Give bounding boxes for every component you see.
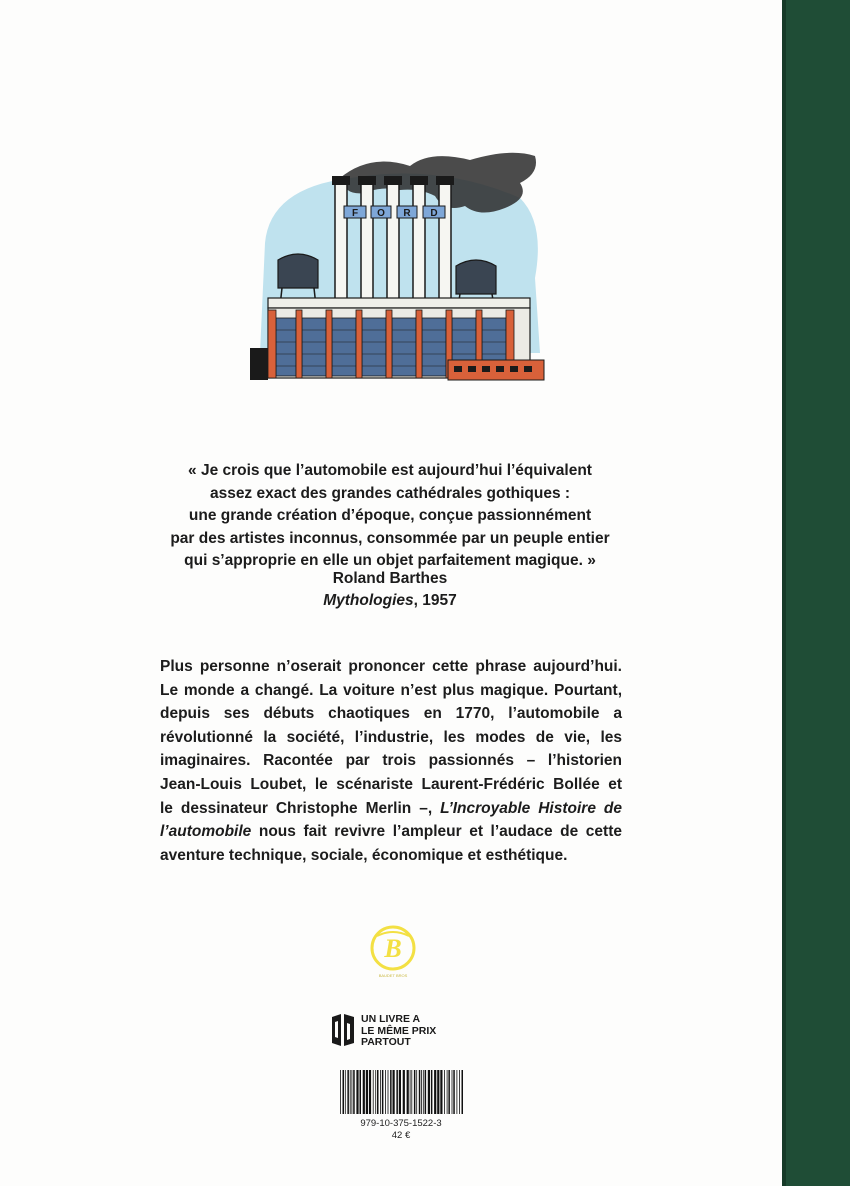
barcode-bar (352, 1070, 353, 1114)
barcode-bar (434, 1070, 436, 1114)
description-text: nous fait revivre l’ampleur et l’audace de cette (251, 823, 622, 841)
description-line (160, 797, 622, 821)
barcode-bar (343, 1070, 345, 1114)
book-spine (782, 0, 850, 1186)
sign-letter: R (403, 208, 411, 219)
barcode-bar (423, 1070, 424, 1114)
price-policy-line: LE MÊME PRIX (361, 1024, 437, 1037)
barcode-bar (403, 1070, 405, 1114)
spine-edge (782, 0, 786, 1186)
quote-line: qui s’approprie en elle un objet parfaitement magique. » (184, 552, 596, 569)
quote-line: par des artistes inconnus, consommée par un peuple entier (170, 529, 610, 547)
book-title-part: l’automobile (160, 823, 252, 841)
barcode-bar (447, 1070, 448, 1114)
description-line: Jean-Louis Loubet, le scénariste Laurent-Frédéric Bollée et (160, 775, 622, 793)
barcode-bar (347, 1070, 349, 1114)
barcode-bar (382, 1070, 384, 1114)
quote-source-year: , 1957 (413, 592, 457, 609)
description-line: imaginaires. Racontée par trois passionnés – l’historien (160, 752, 622, 770)
barcode-bar (444, 1070, 445, 1114)
barcode-bar (453, 1070, 455, 1114)
barcode (338, 1070, 464, 1114)
isbn-number: 979-10-375-1522-3 (360, 1118, 442, 1129)
barcode-bar (437, 1070, 439, 1114)
barcode-bar (375, 1070, 376, 1114)
description-line: aventure technique, sociale, économique et esthétique. (160, 846, 568, 864)
price-policy-line: UN LIVRE A (361, 1013, 421, 1025)
barcode-bar (393, 1070, 395, 1114)
price-policy-text (361, 1014, 436, 1049)
quote-line: assez exact des grandes cathédrales gothiques : (209, 484, 571, 502)
description-line (160, 820, 622, 844)
quote-line: une grande création d’époque, conçue passionnément (188, 507, 592, 524)
book-price: 42 € (391, 1130, 411, 1141)
barcode-bar (350, 1070, 351, 1114)
barcode-bar (459, 1070, 460, 1114)
barcode-bar (448, 1070, 450, 1114)
barcode-bar (340, 1070, 341, 1114)
barcode-bar (390, 1070, 392, 1114)
barcode-bar (345, 1070, 346, 1114)
description-line: révolutionné la société, l’industrie, les modes de vie, les (160, 728, 622, 746)
quote-source (140, 590, 640, 613)
publisher-logo (369, 924, 417, 980)
ford-factory-illustration (240, 148, 550, 383)
barcode-bar (416, 1070, 417, 1114)
barcode-bar (396, 1070, 398, 1114)
quote-source-title: Mythologies (323, 592, 414, 609)
barcode-bar (462, 1070, 464, 1114)
barcode-bar (366, 1070, 368, 1114)
sign-letter: D (430, 208, 438, 219)
barcode-bar (360, 1070, 362, 1114)
barcode-bar (457, 1070, 458, 1114)
barcode-bar (421, 1070, 422, 1114)
barcode-bar (377, 1070, 379, 1114)
barcode-bar (356, 1070, 358, 1114)
quote-line: « Je crois que l’automobile est aujourd’hui l’équivalent (188, 462, 592, 479)
sign-letter: O (377, 208, 385, 219)
barcode-bar (411, 1070, 412, 1114)
barcode-bar (419, 1070, 421, 1114)
barcode-bar (428, 1070, 430, 1114)
barcode-bar (369, 1070, 371, 1114)
price-policy-line: PARTOUT (361, 1036, 411, 1048)
description-text: le dessinateur Christophe Merlin –, (160, 799, 441, 817)
description-line: Plus personne n’oserait prononcer cette phrase aujourd’hui. (160, 658, 622, 675)
quote-author: Roland Barthes (332, 570, 448, 587)
barcode-bar (385, 1070, 386, 1114)
barcode-bar (399, 1070, 401, 1114)
book-title-part: L’Incroyable Histoire de (440, 799, 622, 817)
description-line: depuis ses débuts chaotiques en 1770, l’automobile a (160, 705, 622, 723)
barcode-bar (388, 1070, 389, 1114)
sign-letter: F (351, 208, 359, 219)
barcode-bar (353, 1070, 355, 1114)
barcode-bar (410, 1070, 411, 1114)
description-line: Le monde a changé. La voiture n’est plus magique. Pourtant, (160, 681, 622, 699)
barcode-bar (373, 1070, 374, 1114)
barcode-bar (414, 1070, 416, 1114)
barcode-bar (425, 1070, 427, 1114)
barcode-bar (363, 1070, 365, 1114)
book-description (160, 655, 622, 867)
barthes-quote (140, 460, 640, 573)
barcode-bar (380, 1070, 381, 1114)
barcode-bar (440, 1070, 442, 1114)
barcode-bar (407, 1070, 409, 1114)
barcode-bar (452, 1070, 453, 1114)
book-price-law-icon (331, 1013, 355, 1047)
publisher-logo-letter: B (384, 934, 402, 963)
publisher-logo-caption: BAUDET BROS (378, 973, 408, 978)
barcode-bar (431, 1070, 433, 1114)
